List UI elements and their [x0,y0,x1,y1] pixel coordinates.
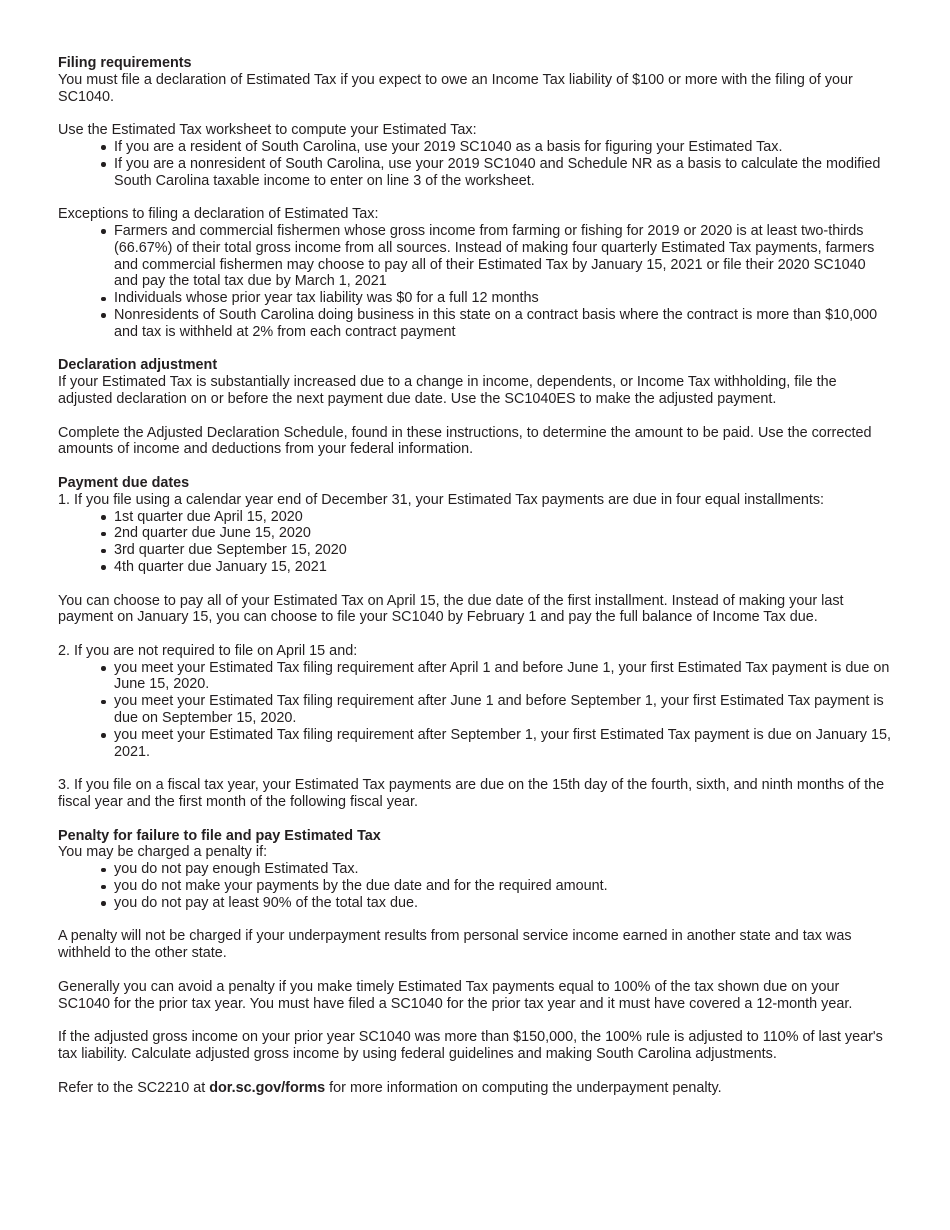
list-item: If you are a resident of South Carolina, use your 2019 SC1040 as a basis for figuring your Estimated Tax. [114,139,892,156]
exceptions-list [58,223,892,341]
declaration-adjustment-para2: Complete the Adjusted Declaration Schedule, found in these instructions, to determine the amount to be paid. Use the corrected amounts of income and deductions from your federal information. [58,424,872,458]
penalty-para3: If the adjusted gross income on your prior year SC1040 was more than $150,000, the 100% rule is adjusted to 110% of last year's tax liability. Calculate adjusted gross income by using federal guidelines and making South Carolina adjustments. [58,1029,883,1063]
refer-prefix: Refer to the SC2210 at [58,1079,210,1096]
list-item: you meet your Estimated Tax filing requirement after September 1, your first Estimated Tax payment is due on January 15, 2021. [114,726,891,760]
worksheet-list [58,139,892,189]
list-item: you do not pay enough Estimated Tax. [114,861,892,878]
payment-item2-intro: 2. If you are not required to file on April 15 and: [58,642,358,659]
instructions-page [58,55,892,1096]
list-item: you do not pay at least 90% of the total tax due. [114,895,892,912]
list-item: you meet your Estimated Tax filing requirement after April 1 and before June 1, your first Estimated Tax payment is due on June 15, 2020. [114,660,892,694]
filing-requirements-intro: You must file a declaration of Estimated Tax if you expect to owe an Income Tax liability of $100 or more with the filing of your SC1040. [58,71,853,105]
list-item: Individuals whose prior year tax liability was $0 for a full 12 months [114,290,892,307]
payment-due-dates-heading: Payment due dates [58,474,190,491]
list-item: 3rd quarter due September 15, 2020 [114,542,892,559]
list-item: 4th quarter due January 15, 2021 [114,559,892,576]
list-item: you do not make your payments by the due date and for the required amount. [114,878,892,895]
penalty-refer [58,1080,892,1097]
list-item: If you are a nonresident of South Carolina, use your 2019 SC1040 and Schedule NR as a basis to calculate the modified South Carolina taxable income to enter on line 3 of the worksheet. [114,156,892,190]
penalty-para2: Generally you can avoid a penalty if you make timely Estimated Tax payments equal to 100% of the tax shown due on your SC1040 for the prior tax year. You must have filed a SC1040 for the prior tax year and it must have covered a 12-month year. [58,978,853,1012]
list-item: Nonresidents of South Carolina doing business in this state on a contract basis where the contract is more than $10,000 and tax is withheld at 2% from each contract payment [114,307,892,341]
payment-item1-note: You can choose to pay all of your Estimated Tax on April 15, the due date of the first installment. Instead of making your last payment on January 15, you can choose to file your SC1040 by February 1 and pay the full balance of Income Tax due. [58,592,844,626]
penalty-list [58,861,892,911]
list-item: Farmers and commercial fishermen whose gross income from farming or fishing for 2019 or 2020 is at least two-thirds (66.67%) of their total gross income from all sources. Instead of making four quarterly Estimated Tax payments, farmers and commercial fishermen may choose to pay all of their Estimated Tax by January 15, 2021 or file their 2020 SC1040 and pay the total tax due by March 1, 2021 [114,223,892,290]
refer-suffix: for more information on computing the underpayment penalty. [325,1079,722,1096]
declaration-adjustment-heading: Declaration adjustment [58,357,218,374]
forms-link[interactable]: dor.sc.gov/forms [209,1079,326,1096]
quarters-list [58,509,892,576]
item2-list [58,660,892,761]
list-item: 1st quarter due April 15, 2020 [114,509,892,526]
declaration-adjustment-para1: If your Estimated Tax is substantially increased due to a change in income, dependents, or Income Tax withholding, file the adjusted declaration on or before the next payment due date. Use the SC1040ES to make the adjusted payment. [58,374,837,407]
exceptions-intro: Exceptions to filing a declaration of Estimated Tax: [58,206,379,223]
worksheet-intro: Use the Estimated Tax worksheet to compute your Estimated Tax: [58,122,477,139]
payment-item1-intro: 1. If you file using a calendar year end of December 31, your Estimated Tax payments are due in four equal installments: [58,491,825,508]
list-item: 2nd quarter due June 15, 2020 [114,525,892,542]
filing-requirements-heading: Filing requirements [58,55,192,71]
penalty-para1: A penalty will not be charged if your underpayment results from personal service income earned in another state and tax was withheld to the other state. [58,928,852,962]
penalty-heading: Penalty for failure to file and pay Estimated Tax [58,827,381,844]
payment-item3: 3. If you file on a fiscal tax year, your Estimated Tax payments are due on the 15th day of the fourth, sixth, and ninth months of the fiscal year and the first month of the following fiscal year. [58,777,885,811]
penalty-intro: You may be charged a penalty if: [58,844,268,861]
list-item: you meet your Estimated Tax filing requirement after June 1 and before September 1, your first Estimated Tax payment is due on September 15, 2020. [114,693,892,727]
